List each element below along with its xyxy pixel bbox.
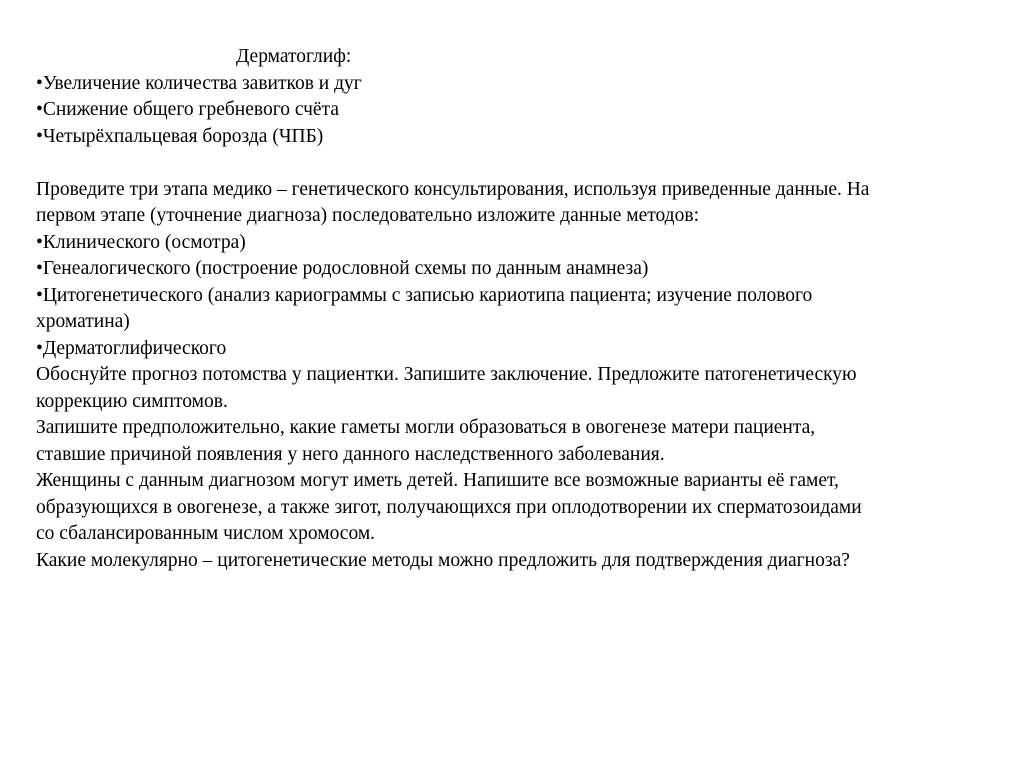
body-line: Обоснуйте прогноз потомства у пациентки. Запишите заключение. Предложите патогенетическую	[36, 364, 857, 385]
body-line: ставшие причиной появления у него данного наследственного заболевания.	[36, 443, 665, 465]
body-line: Женщины с данным диагнозом могут иметь детей. Напишите все возможные варианты её гамет,	[36, 470, 839, 491]
body-line: первом этапе (уточнение диагноза) последовательно изложите данные методов:	[36, 205, 699, 226]
body-line: со сбалансированным числом хромосом.	[36, 523, 376, 544]
body-line: хроматина)	[36, 311, 130, 332]
body-line: •Клинического (осмотра)	[36, 231, 246, 253]
body-line: коррекцию симптомов.	[36, 390, 228, 412]
bullet-item: •Снижение общего гребневого счёта	[36, 99, 339, 120]
bullet-item: •Четырёхпальцевая борозда (ЧПБ)	[36, 125, 324, 147]
body-line: •Генеалогического (построение родословной схемы по данным анамнеза)	[36, 258, 649, 279]
bullet-item: •Увеличение количества завитков и дуг	[36, 72, 362, 94]
body-line: Проведите три этапа медико – генетического консультирования, используя приведенные данные. На	[36, 178, 870, 200]
body-line: •Цитогенетического (анализ кариограммы с записью кариотипа пациента; изучение полового	[36, 284, 813, 306]
body-line: образующихся в овогенезе, а также зигот, получающихся при оплодотворении их сперматозоидами	[36, 496, 862, 518]
heading: Дерматоглиф:	[236, 46, 352, 67]
spacer	[36, 150, 1011, 177]
body-line: Какие молекулярно – цитогенетические методы можно предложить для подтверждения диагноза?	[36, 549, 850, 571]
body-line: Запишите предположительно, какие гаметы могли образоваться в овогенезе матери пациента,	[36, 417, 816, 438]
body-line: •Дерматоглифического	[36, 337, 227, 359]
slide-text	[36, 44, 1011, 574]
